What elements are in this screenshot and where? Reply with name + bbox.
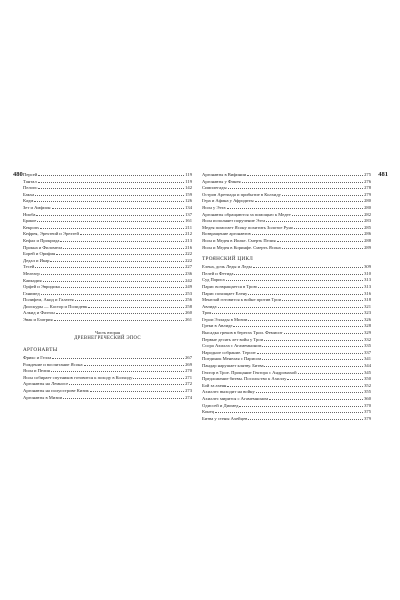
toc-entry-page: 280	[364, 204, 371, 210]
toc-entry-title: Поединок Менелая с Парисом	[202, 356, 262, 362]
leader-dots	[248, 320, 363, 321]
leader-dots	[226, 280, 363, 281]
leader-dots	[61, 287, 184, 288]
toc-entry-title: Битва у стены Ахейцев	[202, 415, 248, 421]
toc-entry	[23, 245, 192, 252]
toc-entry-page: 249	[185, 284, 192, 290]
toc-entry-page: 352	[364, 382, 371, 388]
leader-dots	[52, 358, 184, 359]
toc-entry	[23, 317, 192, 324]
leader-dots	[227, 208, 364, 209]
toc-entry-page: 275	[364, 172, 371, 177]
toc-entry	[202, 416, 371, 423]
toc-entry-title: Мелеагр	[23, 270, 40, 276]
toc-entry	[202, 172, 371, 179]
toc-entry-page: 335	[364, 343, 371, 349]
toc-entry-page: 212	[185, 231, 192, 237]
toc-entry-page: 283	[364, 218, 371, 224]
toc-entry-title: Диоскуры — Кастор и Полидевк	[23, 303, 88, 309]
toc-entry	[202, 383, 371, 390]
toc-entry	[202, 403, 371, 410]
toc-entry	[202, 350, 371, 357]
toc-entry-title: Менелай готовится к войне против Трои	[202, 297, 282, 303]
toc-entry-title: Симплегады	[202, 185, 227, 191]
toc-entry-title: Одиссей и Диомед	[202, 402, 239, 408]
toc-entry	[23, 304, 192, 311]
toc-entry-page: 216	[185, 244, 192, 250]
leader-dots	[56, 313, 184, 314]
toc-entry-page: 337	[364, 349, 371, 355]
toc-entry	[23, 258, 192, 265]
toc-entry-page: 267	[185, 355, 192, 361]
leader-dots	[38, 182, 185, 183]
toc-entry-page: 355	[364, 389, 371, 395]
toc-entry-page: 119	[185, 178, 192, 184]
toc-entry-page: 213	[185, 237, 192, 243]
leader-dots	[63, 398, 184, 399]
toc-entry-page: 261	[185, 317, 192, 323]
toc-entry	[23, 251, 192, 258]
toc-entry-title: Суд Париса	[202, 277, 225, 283]
toc-entry	[23, 231, 192, 238]
leader-dots	[218, 307, 364, 308]
toc-entry-title: Возвращение аргонавтов	[202, 231, 251, 237]
toc-entry	[23, 368, 192, 375]
leader-dots	[253, 267, 363, 268]
leader-dots	[294, 228, 363, 229]
toc-entry-title: Ясон и Медея в Иолке. Смерть Пелия	[202, 237, 276, 243]
part-title: ДРЕВНЕГРЕЧЕСКИЙ ЭПОС	[74, 335, 141, 341]
leader-dots	[60, 241, 184, 242]
leader-dots	[262, 359, 363, 360]
toc-entry-page: 326	[364, 316, 371, 322]
leader-dots	[63, 248, 184, 249]
toc-entry-title: Предложение битвы. Посольство к Ахиллу	[202, 376, 287, 382]
leader-dots	[282, 248, 363, 249]
toc-entry	[202, 363, 371, 370]
toc-entry	[23, 225, 192, 232]
toc-entry-title: Аргонавты в Вифинии	[202, 172, 247, 177]
toc-entry-title: Аргонавты на полуострове Кизик	[23, 388, 89, 394]
section-title-trojan-cycle: ТРОЯНСКИЙ ЦИКЛ	[202, 256, 254, 263]
toc-entry	[23, 381, 192, 388]
toc-entry-page: 345	[364, 369, 371, 375]
toc-entry-title: Полифем, Акид и Галатея	[23, 297, 74, 303]
toc-entry-page: 329	[364, 330, 371, 336]
leader-dots	[90, 391, 184, 392]
toc-entry-page: 318	[364, 297, 371, 303]
toc-entry-page: 286	[364, 231, 371, 237]
toc-entry	[202, 323, 371, 330]
leader-dots	[69, 384, 184, 385]
left-entries-bottom	[23, 355, 192, 401]
leader-dots	[262, 346, 363, 347]
leader-dots	[284, 333, 363, 334]
toc-entry-page: 379	[364, 415, 371, 421]
toc-entry-title: Парис похищает Елену	[202, 290, 248, 296]
left-page-number: 480	[13, 171, 23, 178]
toc-entry-title: Фрикс и Гелла	[23, 355, 52, 361]
toc-entry-page: 142	[185, 185, 192, 191]
toc-entry	[202, 218, 371, 225]
toc-entry-page: 137	[185, 211, 192, 217]
toc-entry-title: Пелопс	[23, 185, 38, 191]
leader-dots	[227, 386, 363, 387]
toc-entry	[202, 310, 371, 317]
toc-entry-page: 222	[185, 251, 192, 257]
leader-dots	[80, 234, 184, 235]
toc-entry-page: 258	[185, 303, 192, 309]
leader-dots	[41, 274, 184, 275]
toc-entry-title: Парис возвращается в Трою	[202, 283, 258, 289]
toc-entry-title: Ясон и Медея в Коринфе. Смерть Ясона	[202, 244, 281, 250]
toc-entry	[202, 304, 371, 311]
toc-entry	[202, 271, 371, 278]
toc-entry-title: Герои Эллады в Мизии	[202, 316, 248, 322]
leader-dots	[215, 412, 363, 413]
leader-dots	[282, 195, 363, 196]
toc-entry-title: Ясон исполняет поручение Ээта	[202, 218, 266, 224]
toc-entry-title: Елена, дочь Леды и Леды	[202, 264, 252, 270]
toc-entry-title: Остров Аретиада и прибытие в Колхиду	[202, 191, 281, 197]
toc-entry-page: 236	[185, 270, 192, 276]
toc-entry-title: Бой за ахеян	[202, 382, 227, 388]
toc-entry-page: 282	[364, 211, 371, 217]
toc-entry-page: 119	[185, 172, 192, 177]
leader-dots	[269, 399, 363, 400]
leader-dots	[88, 307, 184, 308]
toc-entry-page: 280	[364, 198, 371, 204]
toc-entry	[202, 343, 371, 350]
toc-entry-title: Аргонавты в Мизии	[23, 394, 63, 400]
toc-entry-page: 273	[185, 388, 192, 394]
toc-entry	[202, 238, 371, 245]
toc-entry	[23, 291, 192, 298]
leader-dots	[264, 340, 363, 341]
toc-entry-title: Народное собрание. Терсит	[202, 349, 256, 355]
leader-dots	[75, 300, 184, 301]
leader-dots	[84, 365, 185, 366]
leader-dots	[248, 294, 363, 295]
toc-entry-title: Пелей и Фетида	[202, 270, 234, 276]
toc-entry	[23, 388, 192, 395]
toc-entry	[202, 231, 371, 238]
toc-entry	[202, 185, 371, 192]
toc-entry-title: Бракоe	[23, 218, 37, 224]
toc-entry	[23, 198, 192, 205]
toc-entry-page: 313	[364, 283, 371, 289]
toc-entry	[23, 205, 192, 212]
leader-dots	[257, 353, 363, 354]
toc-entry	[23, 375, 192, 382]
toc-entry-title: Тесей	[23, 264, 35, 270]
toc-entry	[202, 389, 371, 396]
toc-entry	[202, 317, 371, 324]
toc-entry	[202, 297, 371, 304]
leader-dots	[38, 188, 184, 189]
toc-entry	[202, 370, 371, 377]
right-page-number: 481	[378, 171, 388, 178]
toc-entry-title: Аргонавты на Лемносе	[23, 381, 69, 387]
toc-entry	[23, 278, 192, 285]
toc-entry-title: Кефрея, Эрехтеий и Эрехтей	[23, 231, 79, 237]
leader-dots	[298, 373, 364, 374]
leader-dots	[258, 287, 363, 288]
toc-entry	[23, 271, 192, 278]
toc-entry-page: 288	[364, 237, 371, 243]
toc-entry	[23, 297, 192, 304]
toc-entry-title: Троя	[202, 310, 212, 316]
toc-entry-title: Авлида	[202, 303, 217, 309]
toc-entry-page: 270	[185, 368, 192, 374]
toc-entry-title: Греки в Авлиде	[202, 323, 233, 329]
toc-entry	[202, 284, 371, 291]
right-entries-top	[202, 172, 371, 251]
leader-dots	[133, 378, 184, 379]
leader-dots	[264, 366, 363, 367]
toc-entry	[202, 264, 371, 271]
leader-dots	[52, 208, 185, 209]
toc-entry	[202, 277, 371, 284]
toc-entry	[23, 310, 192, 317]
toc-entry	[202, 212, 371, 219]
leader-dots	[242, 182, 363, 183]
toc-entry-title: Первые десять лет войн у Трои	[202, 336, 264, 342]
toc-entry	[202, 192, 371, 199]
toc-entry-title: Ясон у Ээта	[202, 204, 226, 210]
toc-entry-title: Ганимед	[23, 290, 40, 296]
toc-entry-title: Кекропs	[23, 224, 39, 230]
leader-dots	[282, 300, 363, 301]
toc-entry-page: 279	[364, 191, 371, 197]
leader-dots	[228, 188, 364, 189]
leader-dots	[252, 234, 363, 235]
leader-dots	[35, 195, 184, 196]
toc-entry-page: 242	[185, 277, 192, 283]
toc-entry-page: 159	[185, 191, 192, 197]
toc-entry-page: 126	[185, 198, 192, 204]
toc-entry-title: Ясон собирает спутников готовится к походу в Колхиду	[23, 374, 133, 380]
toc-entry	[202, 205, 371, 212]
toc-entry	[23, 172, 192, 179]
leader-dots	[212, 313, 363, 314]
toc-entry-page: 316	[364, 290, 371, 296]
leader-dots	[34, 201, 184, 202]
toc-entry	[202, 198, 371, 205]
toc-entry-title: Ссора Ахилла с Агамемноном	[202, 343, 262, 349]
toc-entry-title: Медея помогает Ясону похитить Золотое Руно	[202, 224, 294, 230]
toc-entry-page: 269	[185, 361, 192, 367]
toc-entry-page: 278	[364, 185, 371, 191]
toc-entry	[202, 376, 371, 383]
toc-entry-title: Ниоба	[23, 211, 36, 217]
toc-entry-title: Высадка греков в берегах Трои. Фемисит	[202, 330, 283, 336]
toc-entry	[202, 396, 371, 403]
toc-entry-page: 360	[364, 396, 371, 401]
toc-entry-page: 370	[364, 402, 371, 408]
toc-entry	[202, 330, 371, 337]
toc-entry-title: Гектор в Трое. Прощание Гектора с Андромахой	[202, 369, 297, 375]
leader-dots	[51, 371, 184, 372]
toc-entry-page: 313	[364, 277, 371, 283]
toc-entry-title: Орфей и Эвридика	[23, 284, 60, 290]
toc-entry-page: 253	[185, 290, 192, 296]
leader-dots	[43, 281, 184, 282]
toc-entry-page: 323	[364, 310, 371, 316]
toc-entry-page: 260	[185, 310, 192, 316]
leader-dots	[256, 392, 363, 393]
toc-entry-page: 161	[185, 218, 192, 224]
leader-dots	[239, 406, 363, 407]
leader-dots	[36, 215, 184, 216]
leader-dots	[266, 221, 363, 222]
toc-entry	[23, 185, 192, 192]
toc-entry	[202, 245, 371, 252]
toc-entry-title: Ясон и Пелия	[23, 368, 50, 374]
toc-entry	[23, 212, 192, 219]
right-entries-bottom	[202, 264, 371, 422]
toc-entry-title: Ахиллес выходит на войну	[202, 389, 255, 395]
toc-entry-title: Рождение и воспитание Ясона	[23, 361, 83, 367]
toc-entry-page: 272	[185, 381, 192, 387]
toc-entry	[202, 291, 371, 298]
left-entries-top	[23, 172, 192, 324]
leader-dots	[292, 215, 363, 216]
toc-entry-title: Пандар нарушает клятву. Битва	[202, 363, 264, 369]
toc-entry-title: Эвак и Бэатрия	[23, 317, 53, 323]
leader-dots	[37, 221, 184, 222]
toc-entry-page: 341	[364, 356, 371, 362]
toc-entry-title: Тантал	[23, 178, 37, 184]
toc-entry-title: Гера и Афина у Афродиты	[202, 198, 254, 204]
toc-entry	[202, 409, 371, 416]
toc-entry-page: 310	[364, 270, 371, 276]
toc-entry	[23, 218, 192, 225]
leader-dots	[277, 241, 364, 242]
toc-entry-page: 321	[364, 303, 371, 309]
toc-entry-title: Алкид и Фаэтон	[23, 310, 55, 316]
toc-entry-page: 276	[364, 178, 371, 184]
toc-entry	[23, 362, 192, 369]
toc-entry-page: 332	[364, 336, 371, 342]
toc-entry-page: 222	[185, 257, 192, 263]
toc-entry-title: Ахиллес мирится с Агамемноном	[202, 396, 269, 401]
leader-dots	[41, 294, 184, 295]
toc-entry	[23, 192, 192, 199]
leader-dots	[234, 274, 363, 275]
toc-entry	[23, 179, 192, 186]
toc-entry-title: Кадм	[23, 198, 34, 204]
leader-dots	[50, 261, 184, 262]
toc-entry-page: 134	[185, 204, 192, 210]
book-spread	[13, 171, 388, 441]
toc-entry	[202, 337, 371, 344]
toc-entry	[202, 356, 371, 363]
leader-dots	[233, 326, 363, 327]
toc-entry-title: Зет и Амфион	[23, 204, 51, 210]
toc-entry-page: 271	[185, 374, 192, 380]
toc-entry	[23, 355, 192, 362]
toc-entry-page: 328	[364, 323, 371, 329]
leader-dots	[255, 201, 364, 202]
toc-entry-title: Прокна и Филомела	[23, 244, 63, 250]
section-title-argonauts: АРГОНАВТЫ	[23, 347, 58, 354]
leader-dots	[35, 267, 184, 268]
toc-entry-page: 375	[364, 409, 371, 415]
toc-entry-page: 256	[185, 297, 192, 303]
toc-entry-title: Каикадия	[23, 277, 42, 283]
toc-entry-title: Кефал и Прокрида	[23, 237, 60, 243]
leader-dots	[54, 320, 184, 321]
toc-entry-title: Аргонавты у Финея	[202, 178, 241, 184]
left-toc-column	[23, 172, 192, 401]
toc-entry-title: Бакха	[23, 191, 35, 197]
toc-entry-page: 274	[185, 394, 192, 400]
toc-entry-title: Борей и Орифия	[23, 251, 56, 257]
toc-entry-title: Дедал и Икар	[23, 257, 50, 263]
leader-dots	[56, 254, 184, 255]
toc-entry	[23, 264, 192, 271]
toc-entry-title: Персей	[23, 172, 38, 177]
toc-entry-page: 285	[364, 224, 371, 230]
toc-entry	[23, 238, 192, 245]
toc-entry-title: Аргонавты обращаются за помощью к Медее	[202, 211, 291, 217]
toc-entry	[23, 395, 192, 402]
toc-entry-page: 344	[364, 363, 371, 369]
toc-entry	[23, 284, 192, 291]
part-label: Часть вторая	[94, 329, 121, 335]
toc-entry	[202, 179, 371, 186]
toc-entry	[202, 225, 371, 232]
toc-entry-page: 289	[364, 244, 371, 250]
leader-dots	[247, 175, 363, 176]
toc-entry-page: 309	[364, 264, 371, 270]
leader-dots	[40, 228, 184, 229]
toc-entry-page: 350	[364, 376, 371, 382]
leader-dots	[248, 419, 363, 420]
right-toc-column	[202, 172, 371, 422]
leader-dots	[287, 379, 363, 380]
toc-entry-page: 227	[185, 264, 192, 270]
leader-dots	[38, 175, 184, 176]
toc-entry-page: 211	[185, 224, 192, 230]
toc-entry-title: Конец	[202, 409, 215, 415]
